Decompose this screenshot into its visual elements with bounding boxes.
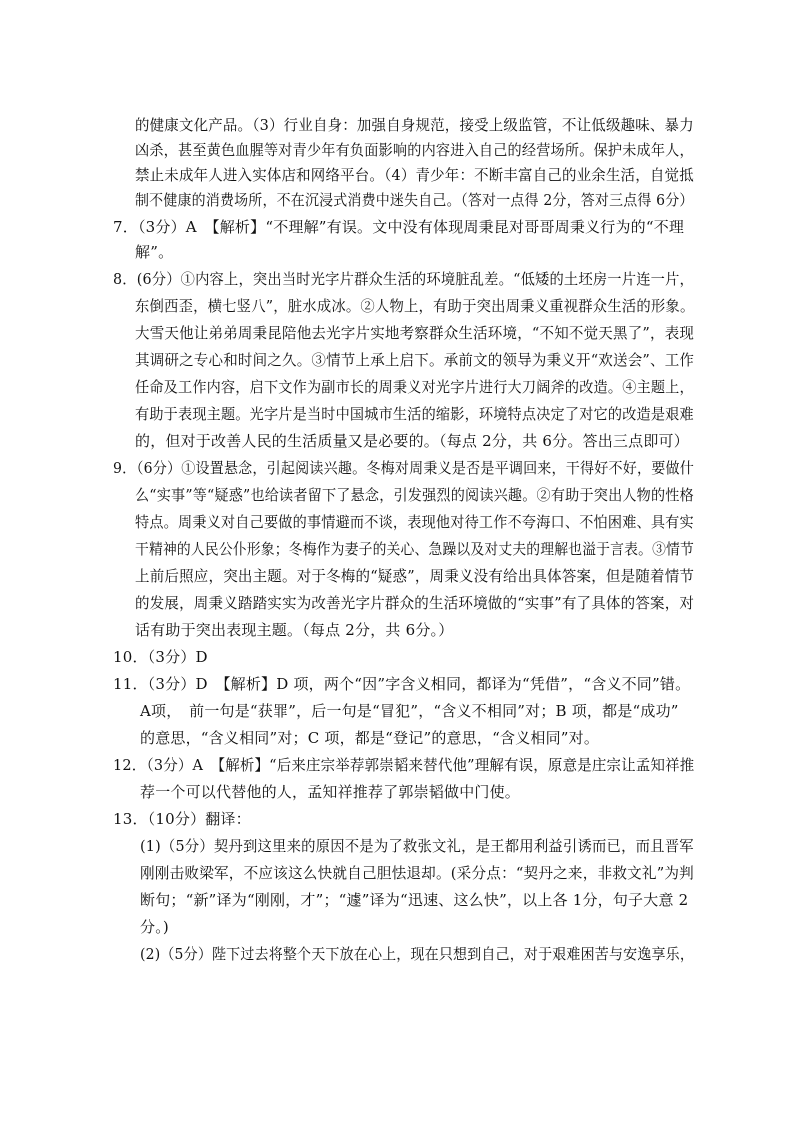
text-line: 的发展，周秉义踏踏实实为改善光字片群众的生活环境做的“实事”有了具体的答案，对 — [135, 594, 695, 612]
text-line: 话有助于突出表现主题。（每点 2分，共 6分。） — [135, 621, 454, 639]
text-line: 的，但对于改善人民的生活质量又是必要的。（每点 2分，共 6分。答出三点即可） — [135, 432, 689, 450]
text-line: 有助于表现主题。光字片是当时中国城市生活的缩影，环境特点决定了对它的改造是艰难 — [135, 405, 694, 423]
text-line: 禁止未成年人进入实体店和网络平台。（4）青少年：不断丰富自己的业余生活，自觉抵 — [135, 166, 694, 184]
text-line: 凶杀，甚至黄色血腥等对青少年有负面影响的内容进入自己的经营场所。保护未成年人， — [135, 141, 694, 159]
text-line: 解”。 — [135, 243, 174, 261]
text-line: 的意思，“含义相同”对；C 项，都是“登记”的意思，“含义相同”对。 — [140, 729, 600, 747]
text-line: 上前后照应，突出主题。对于冬梅的“疑惑”，周秉义没有给出具体答案，但是随着情节 — [135, 567, 695, 585]
text-line: (1)（5分）契丹到这里来的原因不是为了救张文礼，是王都用利益引诱而已，而且晋军 — [140, 837, 694, 855]
answer-10: 10．（3分）D — [113, 648, 208, 666]
answer-8: 8．(6分）①内容上，突出当时光字片群众生活的环境脏乱差。“低矮的土坯房一片连一片， — [113, 270, 695, 288]
text-line: 其调研之专心和时间之久。③情节上承上启下。承前文的领导为秉义开“欢送会”、工作 — [135, 351, 695, 369]
answer-12: 12．（3分）A 【解析】“后来庄宗举荐郭崇韬来替代他”理解有误，原意是庄宗让孟知祥推 — [113, 756, 695, 774]
text-line: 分。) — [140, 918, 169, 936]
answer-9: 9．（6分）①设置悬念，引起阅读兴趣。冬梅对周秉义是否是平调回来，干得好不好，要做什 — [113, 459, 695, 477]
text-line: 刚刚击败梁军，不应该这么快就自己胆怯退却。(采分点：“契丹之来，非救文礼”为判 — [140, 864, 694, 882]
text-line: 大雪天他让弟弟周秉昆陪他去光字片实地考察群众生活环境，“不知不觉天黑了”，表现 — [135, 324, 695, 342]
text-line: (2)（5分）陛下过去将整个天下放在心上，现在只想到自己，对于艰难困苦与安逸享乐， — [140, 945, 695, 963]
text-line: 干精神的人民公仆形象；冬梅作为妻子的关心、急躁以及对丈夫的理解也溢于言表。③情节 — [135, 540, 695, 558]
text-line: 荐一个可以代替他的人，孟知祥推荐了郭崇韬做中门使。 — [140, 783, 521, 801]
answer-11: 11．（3分）D 【解析】D 项，两个“因”字含义相同，都译为“凭借”，“含义不同”错。 — [113, 675, 691, 693]
text-line: A项， 前一句是“获罪”，后一句是“冒犯”，“含义不相同”对；B 项，都是“成功” — [140, 702, 679, 720]
text-line: 东倒西歪，横七竖八”，脏水成冰。②人物上，有助于突出周秉义重视群众生活的形象。 — [135, 297, 695, 315]
answer-7: 7．（3分）A 【解析】“不理解”有误。文中没有体现周秉昆对哥哥周秉义行为的“不理 — [113, 218, 685, 236]
text-line: 制不健康的消费场所，不在沉浸式消费中迷失自己。（答对一点得 2分，答对三点得 6分） — [135, 191, 694, 209]
text-line: 断句；“新”译为“刚刚，才”；“遽”译为“迅速、这么快”，以上各 1分，句子大意 2 — [140, 891, 689, 909]
text-line: 么“实事”等“疑惑”也给读者留下了悬念，引发强烈的阅读兴趣。②有助于突出人物的性格 — [135, 486, 694, 504]
text-line: 特点。周秉义对自己要做的事情避而不谈，表现他对待工作不夸海口、不怕困难、具有实 — [135, 513, 694, 531]
answer-13: 13．（10分）翻译： — [113, 810, 251, 828]
text-line: 的健康文化产品。（3）行业自身：加强自身规范，接受上级监管，不让低级趣味、暴力 — [135, 116, 694, 134]
text-line: 任命及工作内容，启下文作为副市长的周秉义对光字片进行大刀阔斧的改造。④主题上， — [135, 378, 694, 396]
